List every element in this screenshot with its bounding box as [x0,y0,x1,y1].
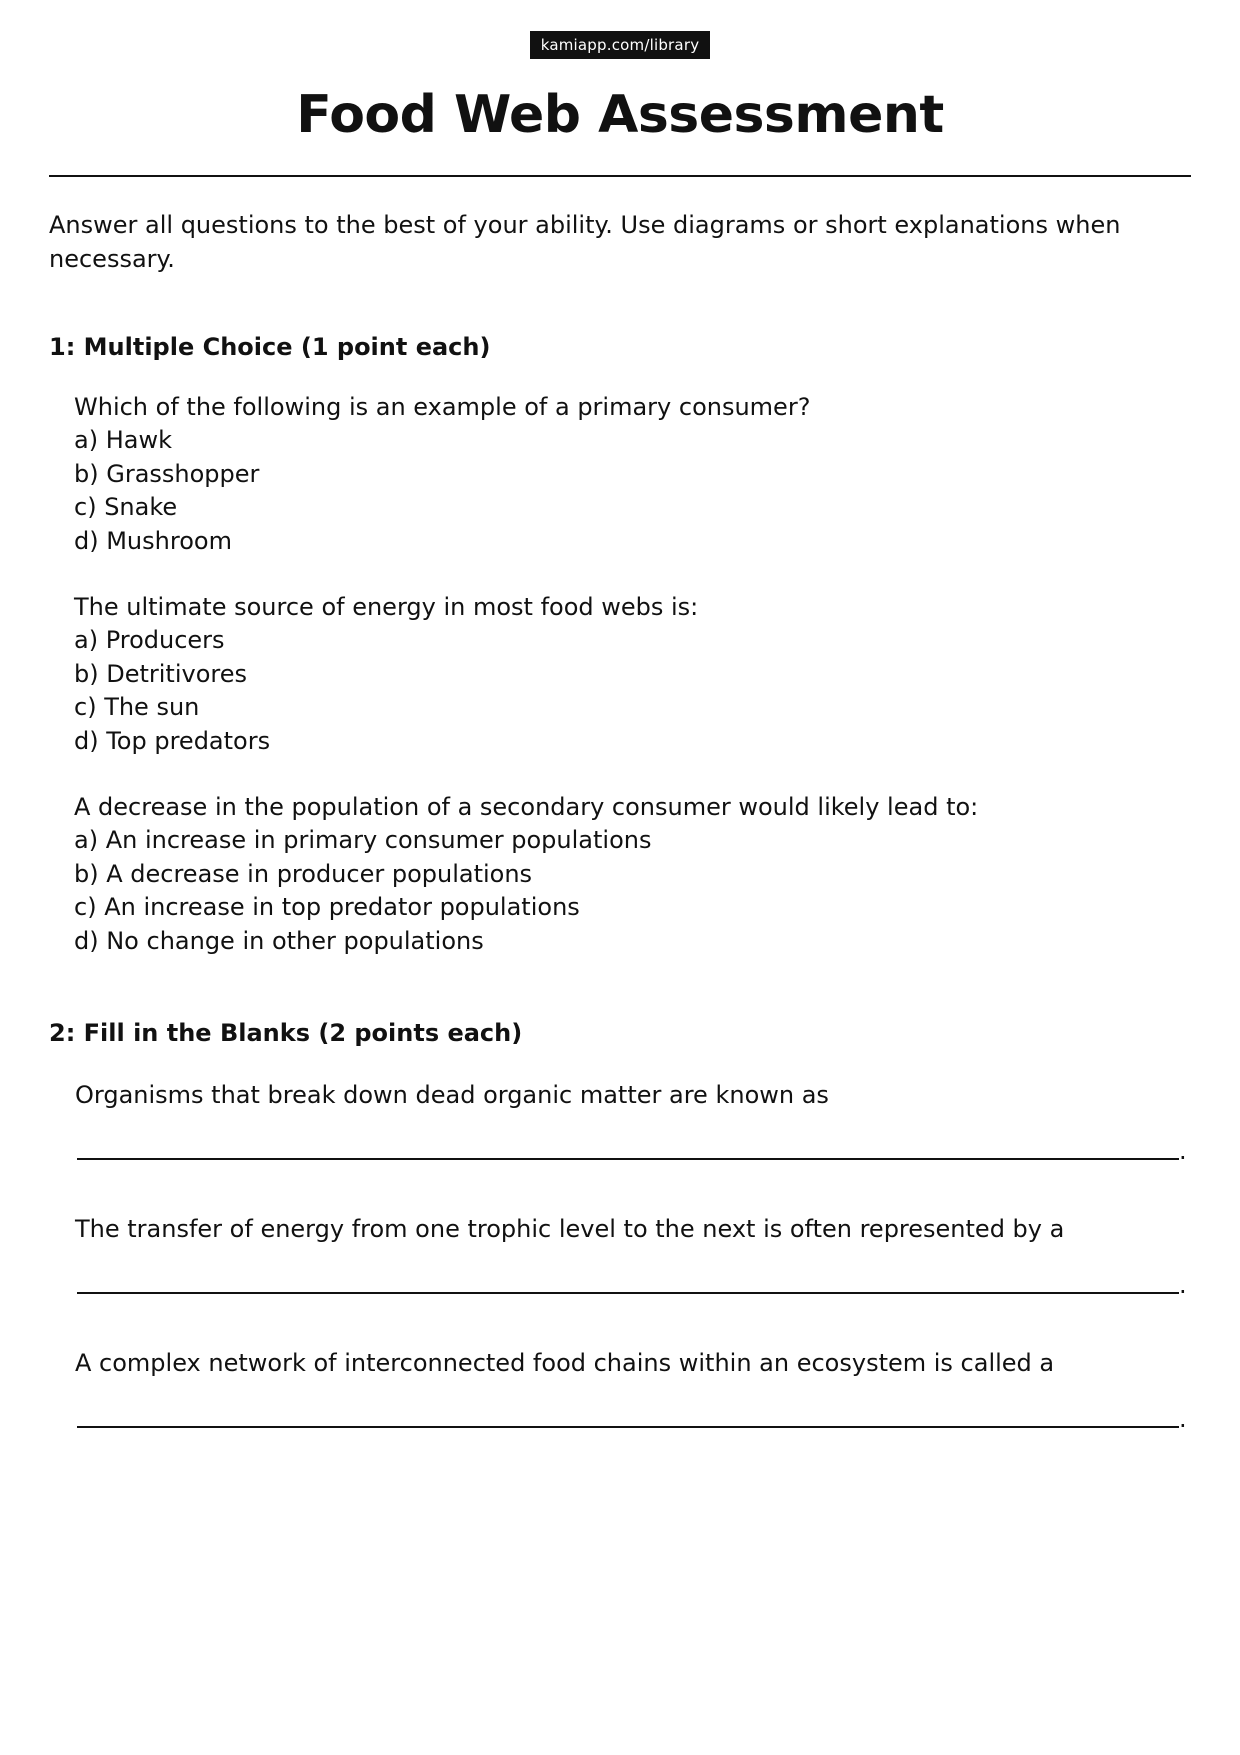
section-heading-multiple-choice: 1: Multiple Choice (1 point each) [49,333,491,361]
section-heading-fill-in-the-blanks: 2: Fill in the Blanks (2 points each) [49,1019,523,1047]
question-text: A complex network of interconnected food chains within an ecosystem is called a [75,1349,1055,1377]
answer-option: b) Grasshopper [74,459,260,488]
answer-option: b) A decrease in producer populations [74,859,533,888]
answer-option: d) Mushroom [74,526,232,555]
answer-option: b) Detritivores [74,659,247,688]
title-divider [49,175,1191,177]
blank-period: . [1179,1271,1187,1299]
page-title: Food Web Assessment [296,85,944,145]
fill-in-blank-question [75,1078,1195,1188]
question-text: Which of the following is an example of a primary consumer? [74,393,811,421]
answer-blank[interactable] [77,1426,1179,1428]
question-text: The transfer of energy from one trophic level to the next is often represented by a [75,1215,1065,1243]
fill-in-blank-question [75,1346,1195,1456]
answer-option: d) Top predators [74,726,271,755]
answer-option: c) An increase in top predator populations [74,893,580,922]
fill-in-blank-question [75,1212,1195,1322]
blank-period: . [1179,1137,1187,1165]
answer-blank[interactable] [77,1158,1179,1160]
answer-option: c) The sun [74,693,200,722]
question-text: The ultimate source of energy in most food webs is: [74,593,699,621]
answer-blank[interactable] [77,1292,1179,1294]
answer-option: a) Hawk [74,426,172,455]
multiple-choice-question [74,391,1174,558]
answer-option: a) Producers [74,626,225,655]
question-text: A decrease in the population of a secondary consumer would likely lead to: [74,793,979,821]
source-tag: kamiapp.com/library [530,31,710,59]
answer-option: a) An increase in primary consumer populations [74,826,652,855]
multiple-choice-question [74,591,1174,758]
answer-option: c) Snake [74,493,178,522]
multiple-choice-question [74,791,1174,958]
instructions: Answer all questions to the best of your ability. Use diagrams or short explanations when necessary. [49,211,1121,273]
blank-period: . [1179,1405,1187,1433]
answer-option: d) No change in other populations [74,926,484,955]
question-text: Organisms that break down dead organic matter are known as [75,1081,829,1109]
